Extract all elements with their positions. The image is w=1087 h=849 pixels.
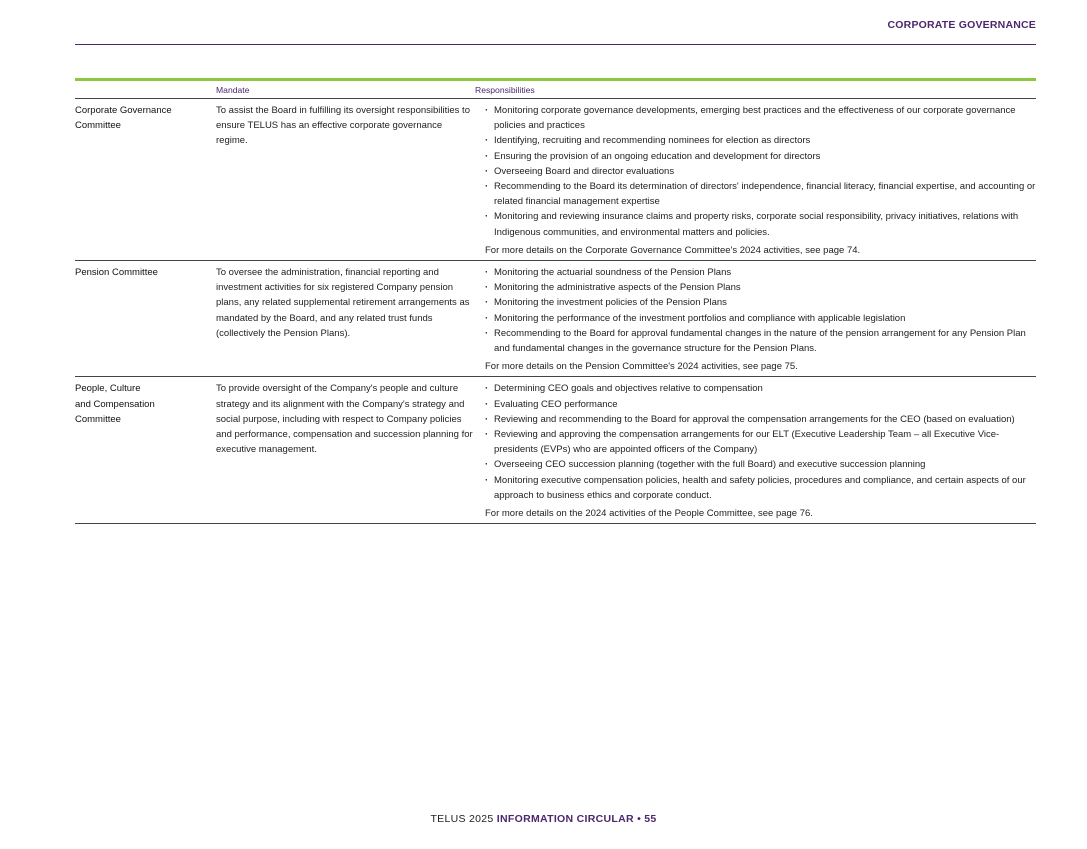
list-item: · Reviewing and approving the compensation arrangements for our ELT (Executive Leadership Team – all Executive Vice-presidents (EVPs) who are appointed officers of the Company) xyxy=(485,427,1036,457)
committee-name: Pension Committee xyxy=(75,267,158,279)
more-details-note: For more details on the Pension Committee's 2024 activities, see page 75. xyxy=(485,361,798,373)
more-details-note: For more details on the 2024 activities of the People Committee, see page 76. xyxy=(485,508,813,520)
list-item: · Monitoring the administrative aspects of the Pension Plans xyxy=(485,280,1036,295)
committee-name: People, Culture and Compensation Committee xyxy=(75,383,155,425)
list-item: · Reviewing and recommending to the Board for approval the compensation arrangements for the CEO (based on evaluation) xyxy=(485,412,1036,427)
list-item: · Ensuring the provision of an ongoing education and development for directors xyxy=(485,149,1036,164)
list-item: · Monitoring executive compensation policies, health and safety policies, procedures and compliance, and certain aspects of our approach to business ethics and corporate conduct. xyxy=(485,473,1036,503)
column-header-mandate: Mandate xyxy=(216,84,250,95)
table-row xyxy=(75,99,1036,261)
page-footer xyxy=(0,813,1087,825)
list-item: · Identifying, recruiting and recommending nominees for election as directors xyxy=(485,133,1036,148)
list-item: · Monitoring the investment policies of the Pension Plans xyxy=(485,295,1036,310)
more-details-note: For more details on the Corporate Governance Committee's 2024 activities, see page 74. xyxy=(485,244,861,256)
list-item: · Monitoring the performance of the investment portfolios and compliance with applicable legislation xyxy=(485,311,1036,326)
list-item: · Evaluating CEO performance xyxy=(485,397,1036,412)
list-item: · Recommending to the Board its determination of directors' independence, financial literacy, financial expertise, and accounting or related financial management expertise xyxy=(485,179,1036,209)
footer-separator: • xyxy=(637,813,642,825)
footer-title: INFORMATION CIRCULAR xyxy=(496,813,634,825)
header-divider xyxy=(75,44,1036,45)
committee-mandate: To provide oversight of the Company's people and culture strategy and its alignment with the Company's strategy and social purpose, including with respect to Company policies and performance, compensation and succession planning for executive management. xyxy=(216,383,473,456)
list-item: · Recommending to the Board for approval fundamental changes in the nature of the pension arrangement for any Pension Plan and fundamental changes in the governance structure for the Pension Plans. xyxy=(485,326,1036,356)
committee-mandate: To assist the Board in fulfilling its oversight responsibilities to ensure TELUS has an effective corporate governance regime. xyxy=(216,105,470,147)
list-item: · Determining CEO goals and objectives relative to compensation xyxy=(485,381,1036,396)
table-row xyxy=(75,377,1036,524)
committee-responsibilities xyxy=(485,265,1036,374)
committee-name: Corporate Governance Committee xyxy=(75,105,172,132)
table-row xyxy=(75,261,1036,377)
committee-mandate: To oversee the administration, financial reporting and investment activities for six registered Company pension plans, any related supplemental retirement arrangements as mandated by the Board, and any related trust funds (collectively the Pension Plans). xyxy=(216,267,470,339)
section-title: CORPORATE GOVERNANCE xyxy=(887,19,1036,31)
list-item: · Monitoring corporate governance developments, emerging best practices and the effectiveness of our corporate governance policies and practices xyxy=(485,103,1036,133)
page-number: 55 xyxy=(644,813,657,825)
list-item: · Overseeing CEO succession planning (together with the full Board) and executive succession planning xyxy=(485,457,1036,472)
column-header-responsibilities: Responsibilities xyxy=(475,84,535,95)
committee-responsibilities xyxy=(485,381,1036,521)
list-item: · Monitoring the actuarial soundness of the Pension Plans xyxy=(485,265,1036,280)
footer-prefix: TELUS 2025 xyxy=(430,813,494,825)
table-header xyxy=(75,81,1036,99)
list-item: · Monitoring and reviewing insurance claims and property risks, corporate social responsibility, privacy initiatives, relations with Indigenous communities, and environmental matters and policies. xyxy=(485,209,1036,239)
committee-table xyxy=(75,78,1036,524)
committee-responsibilities xyxy=(485,103,1036,258)
list-item: · Overseeing Board and director evaluations xyxy=(485,164,1036,179)
